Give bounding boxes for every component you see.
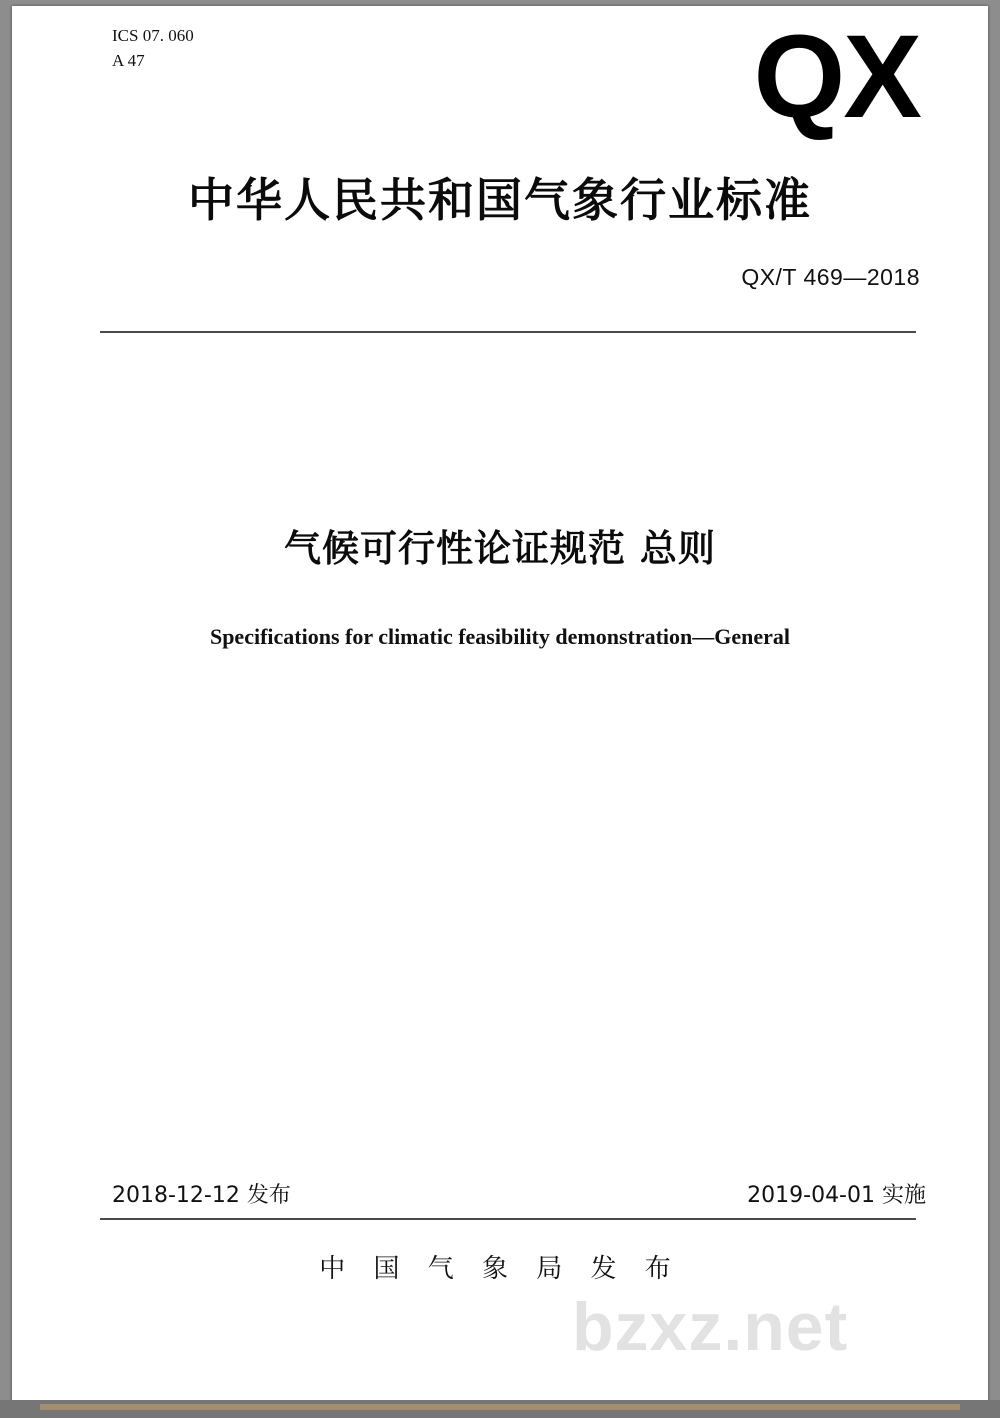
qx-logo: QX: [753, 11, 920, 143]
header-divider: [100, 331, 916, 333]
publisher-line: 中 国 气 象 局 发 布: [319, 1254, 681, 1284]
issue-date: 2018-12-12 发布: [112, 1183, 291, 1208]
watermark-text: bzxz.net: [572, 1289, 849, 1365]
footer-divider: [100, 1218, 916, 1220]
standard-number: QX/T 469—2018: [741, 264, 920, 290]
standard-series-title: 中华人民共和国气象行业标准: [188, 173, 812, 227]
ics-block: [112, 24, 194, 73]
classification-code: A 47: [112, 50, 145, 70]
document-title-english: Specifications for climatic feasibility demonstration—General: [209, 624, 791, 649]
document-title-chinese: 气候可行性论证规范 总则: [284, 527, 716, 570]
ics-code: ICS 07. 060: [112, 26, 194, 45]
page-bottom-edge: [0, 1400, 1000, 1418]
document-page: [12, 6, 988, 1406]
page-edge-highlight: [40, 1404, 960, 1410]
effective-date: 2019-04-01 实施: [747, 1183, 926, 1208]
